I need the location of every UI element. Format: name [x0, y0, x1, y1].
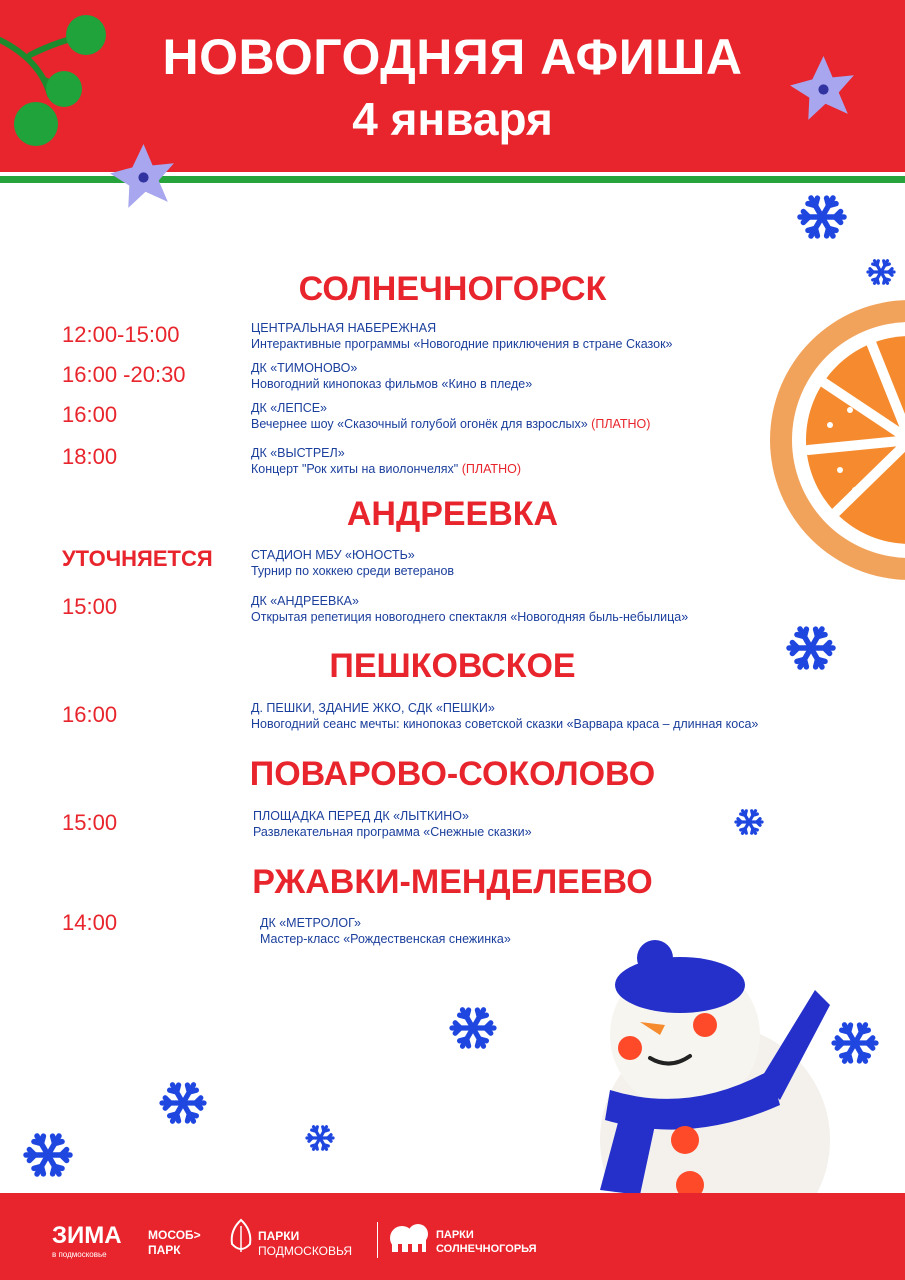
event-place: ДК «ТИМОНОВО»: [251, 361, 358, 375]
event-place: ЦЕНТРАЛЬНАЯ НАБЕРЕЖНАЯ: [251, 321, 437, 335]
page-title: НОВОГОДНЯЯ АФИША: [162, 29, 743, 85]
event-time: 18:00: [62, 444, 118, 469]
event-description: Новогодний сеанс мечты: кинопоказ советской сказки «Варвара краса – длинная коса»: [251, 717, 759, 731]
snowflake-icon: [800, 198, 844, 236]
snowflake-icon: [736, 811, 762, 834]
zima-logo-sub: в подмосковье: [52, 1250, 107, 1259]
event-description: Развлекательная программа «Снежные сказки»: [253, 825, 532, 839]
event-description: Мастер-класс «Рождественская снежинка»: [260, 932, 511, 946]
event-time: 16:00 -20:30: [62, 362, 186, 387]
event-place: Д. ПЕШКИ, ЗДАНИЕ ЖКО, СДК «ПЕШКИ»: [251, 701, 495, 715]
event-place: СТАДИОН МБУ «ЮНОСТЬ»: [251, 548, 415, 562]
event-time: 15:00: [62, 810, 118, 835]
snowflake-icon: [162, 1085, 204, 1121]
parki-logo-line1: ПАРКИ: [258, 1229, 300, 1243]
sol-parki-logo-icon: [388, 1218, 432, 1256]
zima-logo: ЗИМА: [52, 1222, 122, 1249]
event-place: ПЛОЩАДКА ПЕРЕД ДК «ЛЫТКИНО»: [253, 809, 469, 823]
event-description: Вечернее шоу «Сказочный голубой огонёк для взрослых» (ПЛАТНО): [251, 417, 651, 431]
event-time: 12:00-15:00: [62, 322, 180, 347]
city-heading: ПОВАРОВО-СОКОЛОВО: [249, 755, 656, 793]
sol-parki-logo-line2: СОЛНЕЧНОГОРЬЯ: [436, 1243, 537, 1255]
city-heading: СОЛНЕЧНОГОРСК: [298, 270, 607, 308]
parki-logo-icon: [228, 1218, 254, 1256]
sol-parki-logo-line1: ПАРКИ: [436, 1229, 474, 1241]
snowman-icon: [580, 930, 850, 1200]
event-time: 16:00: [62, 702, 118, 727]
event-place: ДК «АНДРЕЕВКА»: [251, 594, 359, 608]
mosobl-logo-line2: ПАРК: [148, 1243, 181, 1257]
page-date: 4 января: [352, 93, 553, 145]
event-description: Турнир по хоккею среди ветеранов: [251, 564, 455, 578]
logo-divider: [377, 1222, 378, 1258]
event-description: Новогодний кинопоказ фильмов «Кино в пледе»: [251, 377, 533, 391]
event-time: 14:00: [62, 910, 118, 935]
event-description: Интерактивные программы «Новогодние приключения в стране Сказок»: [251, 337, 673, 351]
paid-badge: (ПЛАТНО): [461, 462, 521, 476]
event-time: 16:00: [62, 402, 118, 427]
event-place: ДК «ВЫСТРЕЛ»: [251, 446, 345, 460]
city-heading: РЖАВКИ-МЕНДЕЛЕЕВО: [252, 863, 653, 901]
event-time: УТОЧНЯЕТСЯ: [62, 546, 213, 571]
snowflake-icon: [452, 1010, 494, 1046]
city-heading: ПЕШКОВСКОЕ: [329, 647, 576, 685]
event-place: ДК «ЛЕПСЕ»: [251, 401, 328, 415]
snowflake-icon: [307, 1127, 333, 1150]
snowflake-icon: [26, 1136, 70, 1174]
event-description: Концерт "Рок хиты на виолончелях" (ПЛАТНО): [251, 462, 521, 476]
event-time: 15:00: [62, 594, 118, 619]
parki-logo-line2: ПОДМОСКОВЬЯ: [258, 1244, 353, 1258]
paid-badge: (ПЛАТНО): [591, 417, 651, 431]
event-description: Открытая репетиция новогоднего спектакля «Новогодняя быль-небылица»: [251, 610, 689, 624]
city-heading: АНДРЕЕВКА: [346, 495, 559, 533]
mosobl-logo-line1: МОСОБ>: [148, 1228, 201, 1242]
event-place: ДК «МЕТРОЛОГ»: [260, 916, 362, 930]
